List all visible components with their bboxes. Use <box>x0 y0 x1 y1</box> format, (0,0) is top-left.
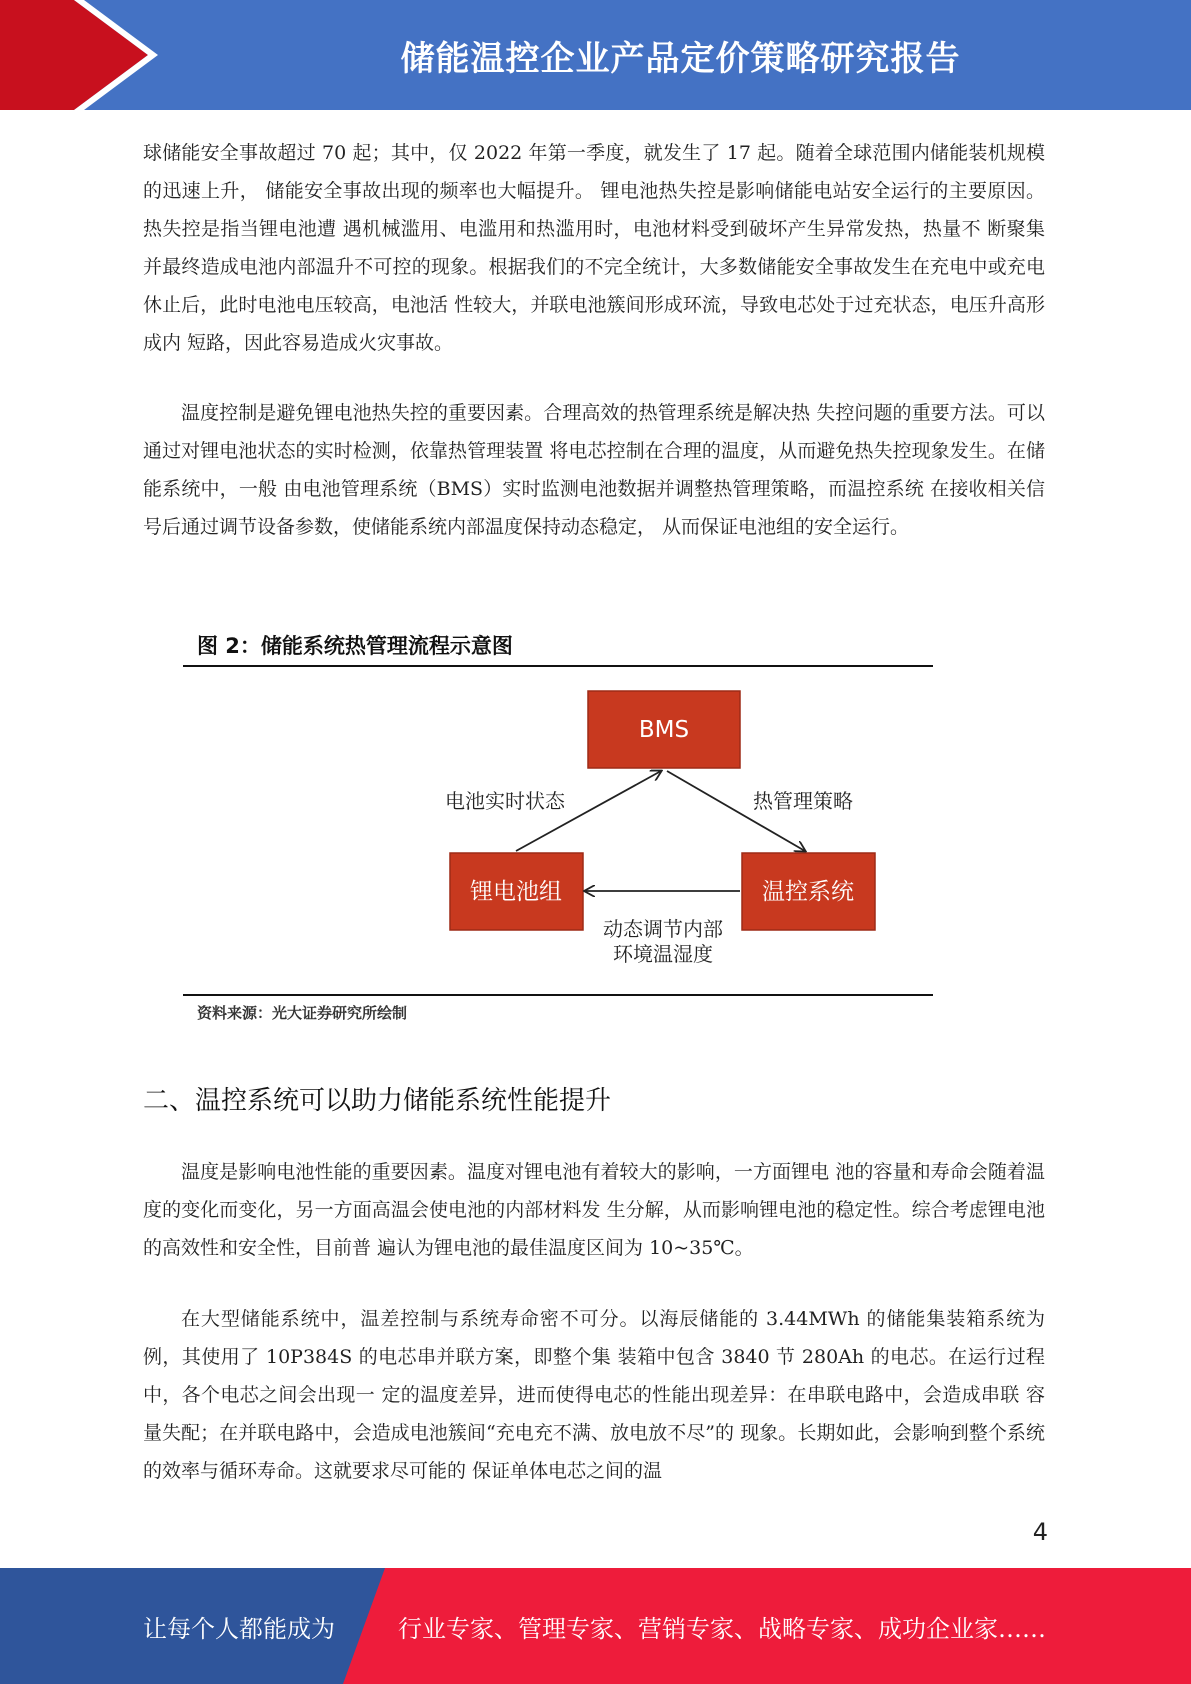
edge-label-battery-status: 电池实时状态 <box>445 789 565 813</box>
node-bms <box>588 691 740 768</box>
node-battery-label: 锂电池组 <box>470 879 562 905</box>
paragraph-1: 球储能安全事故超过 70 起；其中，仅 2022 年第一季度，就发生了 17 起。随着全球范围内储能装机规模的迅速上升， 储能安全事故出现的频率也大幅提升。 锂电池热失控是影响储能电站安全运行的主要原因。热失控是指当锂电池遭 遇机械滥用、电滥用和热滥用时，电池材料受到破坏产生异常发热，热量不 断聚集并最终造成电池内部温升不可控的现象。根据我们的不完全统计，大多数储能安全事故发生在充电中或充电休止后，此时电池电压较高，电池活 性较大，并联电池簇间形成环流，导致电芯处于过充状态，电压升高形成内 短路，因此容易造成火灾事故。 <box>143 142 1045 354</box>
section-heading: 二、温控系统可以助力储能系统性能提升 <box>143 1086 612 1116</box>
paragraph-4: 在大型储能系统中，温差控制与系统寿命密不可分。以海辰储能的 3.44MWh 的储能集装箱系统为例，其使用了 10P384S 的电芯串并联方案，即整个集 装箱中包含 3840 节 280Ah 的电芯。在运行过程中，各个电芯之间会出现一 定的温度差异，进而使得电芯的性能出现差异：在串联电路中，会造成串联 容量失配；在并联电路中，会造成电池簇间“充电充不满、放电放不尽”的 现象。长期如此，会影响到整个系统的效率与循环寿命。这就要求尽可能的 保证单体电芯之间的温 <box>143 1308 1045 1482</box>
paragraph-3: 温度是影响电池性能的重要因素。温度对锂电池有着较大的影响，一方面锂电 池的容量和寿命会随着温度的变化而变化，另一方面高温会使电池的内部材料发 生分解，从而影响锂电池的稳定性。综合考虑锂电池的高效性和安全性，目前普 遍认为锂电池的最佳温度区间为 10~35℃。 <box>143 1161 1045 1259</box>
node-bms-label: BMS <box>638 717 690 743</box>
figure-thermal-flow <box>183 628 933 1028</box>
edge-label-adjust-line2: 环境温湿度 <box>613 942 713 966</box>
figure-bottom-rule <box>183 994 933 996</box>
figure-title: 图 2：储能系统热管理流程示意图 <box>197 634 513 658</box>
page-header <box>0 0 1191 110</box>
page-footer <box>0 1568 1191 1684</box>
footer-slogan-right: 行业专家、管理专家、营销专家、战略专家、成功企业家…… <box>398 1614 1046 1643</box>
flow-diagram <box>183 628 933 994</box>
footer-slogan-left: 让每个人都能成为 <box>143 1614 335 1643</box>
node-thermal-label: 温控系统 <box>762 879 854 905</box>
body-section-1 <box>143 134 1045 362</box>
figure-source: 资料来源：光大证券研究所绘制 <box>197 1004 408 1022</box>
edge-label-thermal-strategy: 热管理策略 <box>753 789 853 813</box>
report-title: 储能温控企业产品定价策略研究报告 <box>400 38 961 79</box>
paragraph-2: 温度控制是避免锂电池热失控的重要因素。合理高效的热管理系统是解决热 失控问题的重要方法。可以通过对锂电池状态的实时检测，依靠热管理装置 将电芯控制在合理的温度，从而避免热失控现象发生。在储能系统中，一般 由电池管理系统（BMS）实时监测电池数据并调整热管理策略，而温控系统 在接收相关信号后通过调节设备参数，使储能系统内部温度保持动态稳定， 从而保证电池组的安全运行。 <box>143 402 1045 538</box>
edge-label-adjust-line1: 动态调节内部 <box>603 917 723 941</box>
node-battery <box>450 853 583 930</box>
body-section-4 <box>143 1300 1045 1490</box>
body-section-2 <box>143 394 1045 546</box>
node-thermal <box>742 853 875 930</box>
page-number: 4 <box>1032 1518 1048 1546</box>
body-section-3 <box>143 1153 1045 1267</box>
